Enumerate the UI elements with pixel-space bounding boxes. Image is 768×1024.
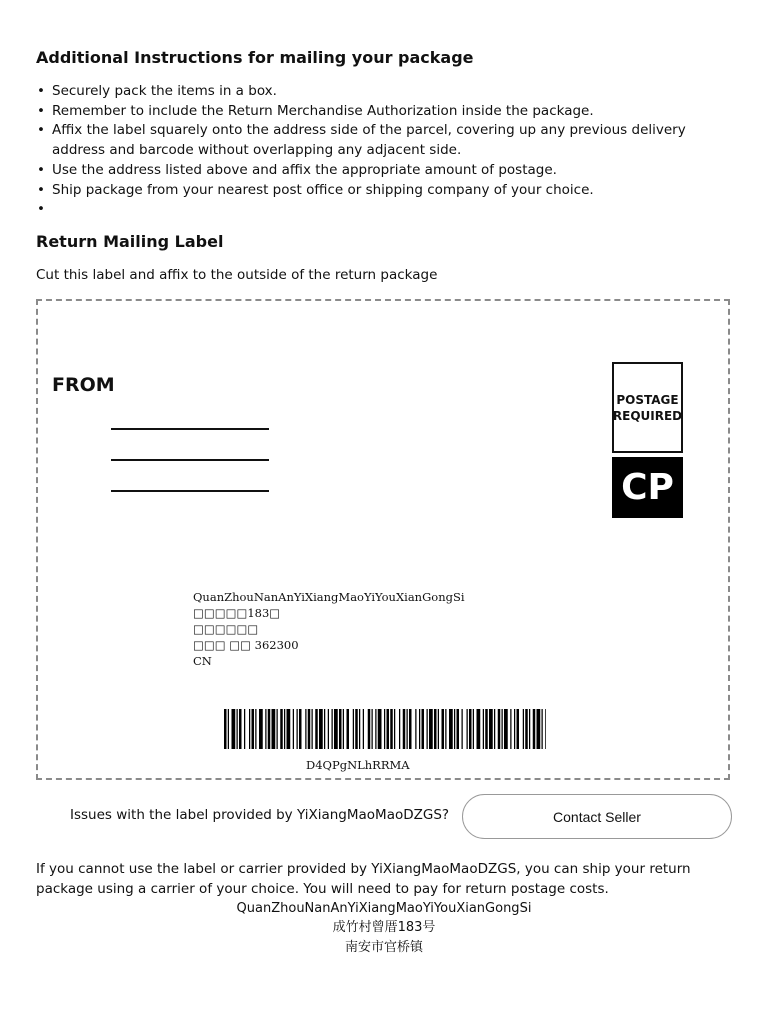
contact-seller-button[interactable]: Contact Seller [462, 794, 732, 839]
barcode-bar [355, 709, 358, 749]
instruction-item: • Affix the label squarely onto the address side of the parcel, covering up any previous delivery address and barcode without overlapping any adjacent side. [36, 121, 736, 160]
barcode-bar [315, 709, 318, 749]
barcode-bar [517, 709, 520, 749]
seller-address-line: 南安市官桥镇 [344, 940, 423, 955]
barcode-bar [284, 709, 285, 749]
seller-address-line: 成竹村曾厝183号 [332, 920, 436, 935]
barcode-bar [542, 709, 543, 749]
barcode-bar [409, 709, 412, 749]
required-text: REQUIRED [612, 408, 683, 423]
barcode-bar [280, 709, 283, 749]
barcode-bar [252, 709, 255, 749]
address-line: □□□ □□ 362300 [193, 638, 299, 652]
seller-address-line: QuanZhouNanAnYiXiangMaoYiYouXianGongSi [236, 901, 532, 916]
barcode-bar [537, 709, 541, 749]
barcode-bar [504, 709, 508, 749]
barcode-bar [523, 709, 524, 749]
barcode-bar [347, 709, 350, 749]
barcode-bar [467, 709, 468, 749]
barcode-bar [483, 709, 484, 749]
barcode-bar [529, 709, 530, 749]
barcode-bar [427, 709, 428, 749]
barcode-bar [477, 709, 481, 749]
barcode-bar [469, 709, 472, 749]
from-label: FROM [52, 374, 115, 396]
instruction-item: • Ship package from your nearest post office or shipping company of your choice. [36, 181, 736, 201]
return-address [193, 589, 465, 669]
barcode-bar [394, 709, 395, 749]
barcode-bar [510, 709, 511, 749]
barcode-bar [224, 709, 227, 749]
barcode-bar [268, 709, 271, 749]
barcode-bar [287, 709, 291, 749]
barcode-bar [265, 709, 266, 749]
barcode-bar [442, 709, 445, 749]
barcode-bar [514, 709, 515, 749]
barcode-bar [419, 709, 420, 749]
address-line: QuanZhouNanAnYiXiangMaoYiYouXianGongSi [193, 590, 465, 604]
barcode-bar [334, 709, 338, 749]
instruction-item: • Remember to include the Return Merchandise Authorization inside the package. [36, 102, 736, 122]
instructions-heading: Additional Instructions for mailing your package [36, 48, 474, 67]
barcode-bar [449, 709, 453, 749]
barcode-bar [429, 709, 433, 749]
barcode-bar [297, 709, 298, 749]
barcode [224, 709, 546, 749]
barcode-bar [324, 709, 325, 749]
barcode-bar [299, 709, 302, 749]
barcode-bar [305, 709, 306, 749]
barcode-bar [457, 709, 460, 749]
barcode-bar [372, 709, 373, 749]
barcode-bar [498, 709, 501, 749]
barcode-bar [378, 709, 382, 749]
barcode-bar [415, 709, 416, 749]
barcode-bar [384, 709, 385, 749]
barcode-number: D4QPgNLhRRMA [306, 758, 410, 772]
barcode-bar [359, 709, 360, 749]
barcode-bar [232, 709, 236, 749]
barcode-bar [462, 709, 463, 749]
instruction-item-empty [36, 200, 736, 220]
alternate-shipping-paragraph: If you cannot use the label or carrier provided by YiXiangMaoMaoDZGS, you can ship your return package using a carrier of your choice. You will need to pay for return postage costs. [36, 861, 691, 897]
barcode-bar [485, 709, 488, 749]
barcode-bar [293, 709, 294, 749]
barcode-bar [239, 709, 242, 749]
barcode-bar [255, 709, 256, 749]
from-address-line [111, 459, 269, 461]
barcode-bar [375, 709, 376, 749]
barcode-bar [312, 709, 313, 749]
barcode-bar [399, 709, 400, 749]
barcode-bar [525, 709, 528, 749]
barcode-bar [319, 709, 323, 749]
instruction-item: • Use the address listed above and affix the appropriate amount of postage. [36, 161, 736, 181]
instructions-list [36, 82, 736, 220]
postage-text: POSTAGE [616, 392, 679, 407]
barcode-bar [434, 709, 437, 749]
barcode-bar [237, 709, 238, 749]
barcode-bar [489, 709, 493, 749]
postage-required-box [612, 362, 683, 453]
from-address-line [111, 490, 269, 492]
barcode-bar [353, 709, 354, 749]
barcode-bar [339, 709, 342, 749]
barcode-bar [438, 709, 439, 749]
from-address-line [111, 428, 269, 430]
barcode-bar [244, 709, 245, 749]
barcode-bar [368, 709, 371, 749]
barcode-bar [308, 709, 311, 749]
cut-instruction: Cut this label and affix to the outside of the return package [36, 267, 438, 283]
label-issues-text: Issues with the label provided by YiXiangMaoMaoDZGS? [70, 807, 450, 823]
barcode-bar [422, 709, 425, 749]
barcode-bar [272, 709, 276, 749]
address-line: □□□□□183□ [193, 606, 281, 620]
barcode-bar [249, 709, 250, 749]
instruction-item: • Securely pack the items in a box. [36, 82, 736, 102]
barcode-bar [343, 709, 344, 749]
barcode-bar [277, 709, 278, 749]
barcode-bar [363, 709, 364, 749]
barcode-bar [387, 709, 390, 749]
barcode-bar [332, 709, 333, 749]
barcode-bar [473, 709, 474, 749]
barcode-bar [228, 709, 229, 749]
barcode-bar [259, 709, 263, 749]
address-country: CN [193, 654, 212, 668]
barcode-bar [494, 709, 495, 749]
barcode-bar [533, 709, 536, 749]
return-label-heading: Return Mailing Label [36, 232, 224, 251]
barcode-bar [390, 709, 393, 749]
barcode-bar [403, 709, 406, 749]
barcode-bar [407, 709, 408, 749]
address-line: □□□□□□ [193, 622, 259, 636]
barcode-bar [502, 709, 503, 749]
barcode-bar [545, 709, 546, 749]
carrier-logo: CP [612, 457, 683, 518]
barcode-bar [328, 709, 329, 749]
barcode-bar [445, 709, 446, 749]
barcode-bar [454, 709, 455, 749]
